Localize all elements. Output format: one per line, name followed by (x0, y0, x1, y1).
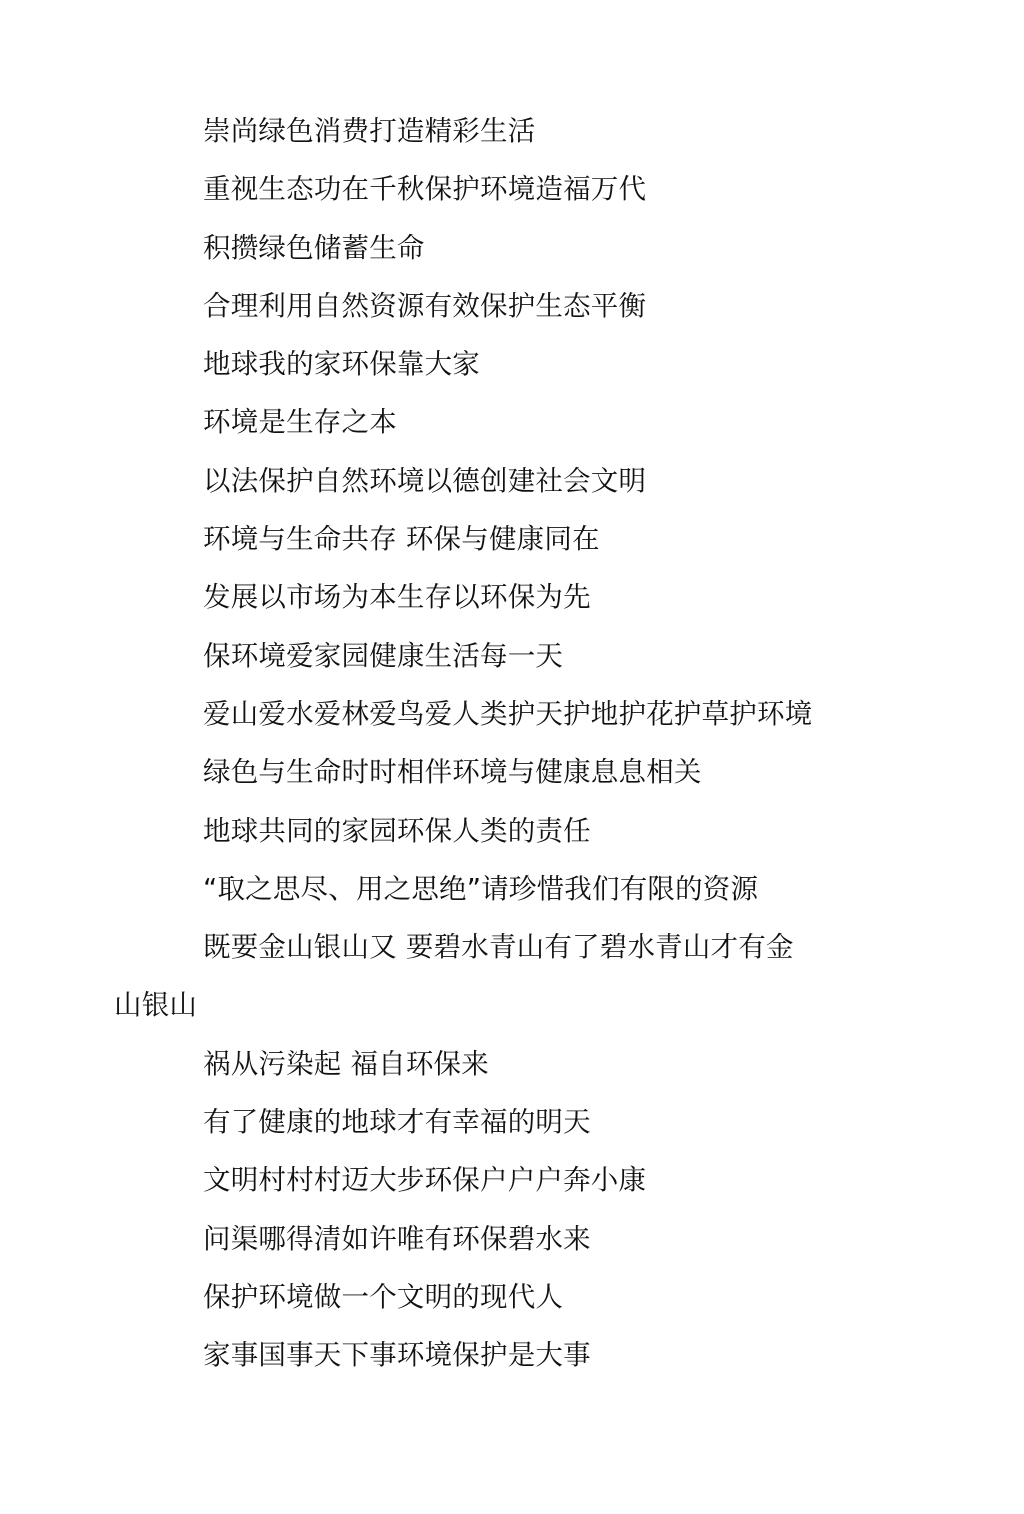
slogan-line: “取之思尽、用之思绝”请珍惜我们有限的资源 (203, 872, 759, 905)
slogan-line: 积攒绿色储蓄生命 (203, 231, 425, 264)
slogan-line: 绿色与生命时时相伴环境与健康息息相关 (203, 756, 702, 789)
slogan-line: 有了健康的地球才有幸福的明天 (203, 1106, 591, 1139)
slogan-line: 家事国事天下事环境保护是大事 (203, 1339, 591, 1372)
slogan-line: 既要金山银山又 要碧水青山有了碧水青山才有金 (203, 931, 794, 964)
slogan-line: 地球共同的家园环保人类的责任 (203, 814, 591, 847)
slogan-line: 地球我的家环保靠大家 (203, 348, 480, 381)
slogan-line: 问渠哪得清如许唯有环保碧水来 (203, 1222, 591, 1255)
slogan-line: 保护环境做一个文明的现代人 (203, 1280, 564, 1313)
slogan-line: 以法保护自然环境以德创建社会文明 (203, 464, 647, 497)
slogan-line: 重视生态功在千秋保护环境造福万代 (203, 173, 647, 206)
slogan-line: 保环境爱家园健康生活每一天 (203, 639, 564, 672)
slogan-line: 合理利用自然资源有效保护生态平衡 (203, 289, 647, 322)
slogan-line: 环境是生存之本 (203, 406, 397, 439)
slogan-line: 发展以市场为本生存以环保为先 (203, 581, 591, 614)
slogan-line: 崇尚绿色消费打造精彩生活 (203, 115, 536, 147)
slogan-line: 祸从污染起 福自环保来 (203, 1047, 489, 1080)
slogan-line: 环境与生命共存 环保与健康同在 (203, 523, 600, 556)
slogan-line: 爱山爱水爱林爱鸟爱人类护天护地护花护草护环境 (203, 697, 813, 730)
slogan-list (0, 102, 1024, 1385)
slogan-line: 文明村村村迈大步环保户户户奔小康 (203, 1164, 647, 1197)
slogan-line-continuation: 山银山 (114, 989, 198, 1022)
